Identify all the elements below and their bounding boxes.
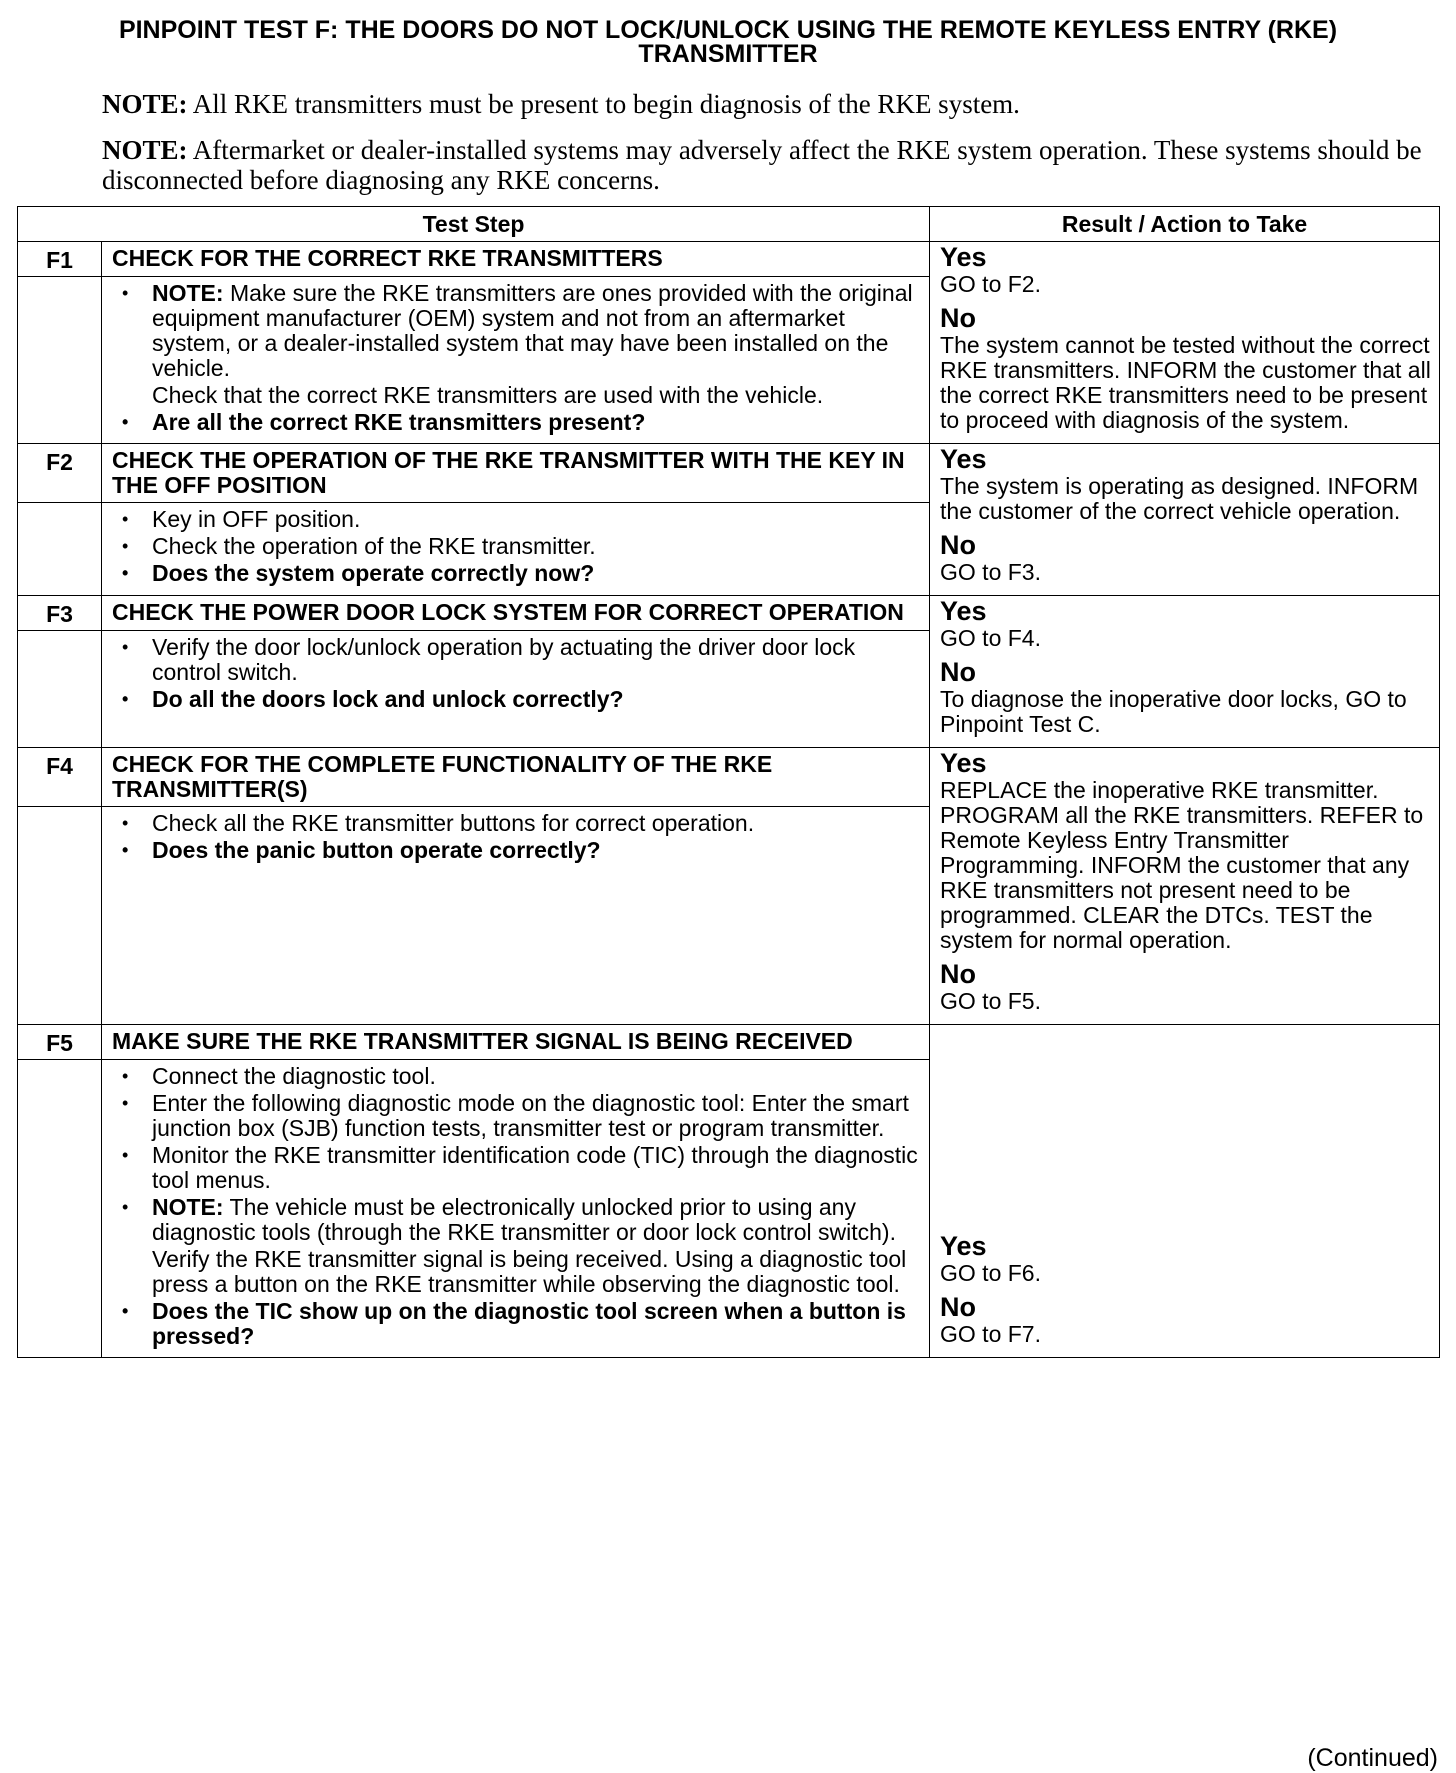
- result-no-label: No: [940, 1292, 977, 1322]
- result-no-label: No: [940, 303, 977, 333]
- instruction-item: [112, 1299, 919, 1349]
- result-no-label: No: [940, 959, 977, 989]
- instruction-item: [112, 687, 919, 712]
- instruction-item: [112, 1195, 919, 1245]
- step-instructions: [102, 277, 930, 444]
- result-yes-text: GO to F4.: [940, 625, 1041, 651]
- instruction-text: Verify the RKE transmitter signal is being received. Using a diagnostic tool press a button on the RKE transmitter while observing the diagnostic tool.: [152, 1246, 907, 1297]
- header-test-step: Test Step: [18, 207, 930, 242]
- step-result: [930, 748, 1440, 1025]
- instruction-list: [112, 635, 919, 712]
- step-id: F4: [18, 748, 102, 807]
- step-id: F3: [18, 596, 102, 631]
- instruction-item: [112, 1091, 919, 1141]
- instruction-text: Key in OFF position.: [152, 506, 361, 532]
- instruction-item: [112, 383, 919, 408]
- note-label: NOTE:: [102, 89, 188, 119]
- result-no-text: GO to F5.: [940, 988, 1041, 1014]
- page-title: [0, 18, 1456, 66]
- instruction-item: [112, 561, 919, 586]
- step-heading: MAKE SURE THE RKE TRANSMITTER SIGNAL IS BEING RECEIVED: [102, 1025, 930, 1060]
- step-heading-row: [18, 444, 1440, 503]
- result-yes-label: Yes: [940, 748, 987, 778]
- instruction-text: Verify the door lock/unlock operation by actuating the driver door lock control switch.: [152, 634, 856, 685]
- step-instructions: [102, 807, 930, 1025]
- step-id-spacer: [18, 1060, 102, 1358]
- continued-label: (Continued): [1307, 1744, 1438, 1772]
- step-id-spacer: [18, 277, 102, 444]
- result-no-label: No: [940, 657, 977, 687]
- note-text: Aftermarket or dealer-installed systems may adversely affect the RKE system operation. These systems should be disconnected before diagnosing any RKE concerns.: [102, 135, 1422, 195]
- step-instructions: [102, 631, 930, 748]
- note-rke-present: [102, 89, 1422, 119]
- instruction-item: [112, 1143, 919, 1193]
- note-text: All RKE transmitters must be present to begin diagnosis of the RKE system.: [192, 89, 1020, 119]
- note-label: NOTE:: [102, 135, 188, 165]
- result-no-label: No: [940, 530, 977, 560]
- instruction-text: Check that the correct RKE transmitters are used with the vehicle.: [152, 382, 824, 408]
- instruction-list: [112, 811, 919, 863]
- instruction-item: [112, 410, 919, 435]
- step-heading: CHECK FOR THE CORRECT RKE TRANSMITTERS: [102, 242, 930, 277]
- step-heading: CHECK THE OPERATION OF THE RKE TRANSMITTER WITH THE KEY IN THE OFF POSITION: [102, 444, 930, 503]
- instruction-text: Check the operation of the RKE transmitter.: [152, 533, 596, 559]
- step-instructions: [102, 1060, 930, 1358]
- instruction-text: Does the TIC show up on the diagnostic tool screen when a button is pressed?: [152, 1298, 906, 1349]
- pinpoint-test-table: [17, 206, 1440, 1358]
- instruction-list: [112, 507, 919, 586]
- instruction-text: The vehicle must be electronically unlocked prior to using any diagnostic tools (through the RKE transmitter or door lock control switch).: [152, 1194, 896, 1245]
- step-result: [930, 444, 1440, 596]
- instruction-item: [112, 635, 919, 685]
- instruction-text: Check all the RKE transmitter buttons for correct operation.: [152, 810, 755, 836]
- step-id-spacer: [18, 631, 102, 748]
- step-result: [930, 596, 1440, 748]
- instruction-text: Make sure the RKE transmitters are ones provided with the original equipment manufacturer (OEM) system and not from an aftermarket system, or a dealer-installed system that may have been installed on the vehicle.: [152, 280, 913, 381]
- result-no-text: GO to F3.: [940, 559, 1041, 585]
- result-yes-label: Yes: [940, 242, 987, 272]
- result-yes-text: GO to F2.: [940, 271, 1041, 297]
- instruction-item: [112, 838, 919, 863]
- result-yes-text: REPLACE the inoperative RKE transmitter. PROGRAM all the RKE transmitters. REFER to Remote Keyless Entry Transmitter Programming. INFORM the customer that any RKE transmitters not present need to be programmed. CLEAR the DTCs. TEST the system for normal operation.: [940, 777, 1424, 953]
- step-result: [930, 1025, 1440, 1358]
- step-id: F1: [18, 242, 102, 277]
- step-heading-row: [18, 1025, 1440, 1060]
- result-yes-label: Yes: [940, 596, 987, 626]
- step-heading-row: [18, 242, 1440, 277]
- instruction-item: [112, 1064, 919, 1089]
- steps-body: [18, 242, 1440, 1358]
- result-no-text: GO to F7.: [940, 1321, 1041, 1347]
- step-heading: CHECK THE POWER DOOR LOCK SYSTEM FOR CORRECT OPERATION: [102, 596, 930, 631]
- result-yes-label: Yes: [940, 444, 987, 474]
- note-aftermarket: [102, 135, 1422, 195]
- table-header-row: [18, 207, 1440, 242]
- instruction-list: [112, 1064, 919, 1349]
- instruction-text: Enter the following diagnostic mode on the diagnostic tool: Enter the smart junction box (SJB) function tests, transmitter test or program transmitter.: [152, 1090, 909, 1141]
- instruction-item: [112, 534, 919, 559]
- result-yes-label: Yes: [940, 1231, 987, 1261]
- step-id: F2: [18, 444, 102, 503]
- step-id-spacer: [18, 503, 102, 596]
- result-yes-text: GO to F6.: [940, 1260, 1041, 1286]
- step-heading-row: [18, 748, 1440, 807]
- instruction-item: [112, 281, 919, 381]
- instruction-text: Monitor the RKE transmitter identification code (TIC) through the diagnostic tool menus.: [152, 1142, 918, 1193]
- step-heading-row: [18, 596, 1440, 631]
- instruction-text: Are all the correct RKE transmitters present?: [152, 409, 646, 435]
- step-id: F5: [18, 1025, 102, 1060]
- instruction-item: [112, 1247, 919, 1297]
- step-id-spacer: [18, 807, 102, 1025]
- result-no-text: The system cannot be tested without the correct RKE transmitters. INFORM the customer that all the correct RKE transmitters need to be present to proceed with diagnosis of the system.: [940, 332, 1431, 433]
- result-yes-text: The system is operating as designed. INFORM the customer of the correct vehicle operation.: [940, 473, 1419, 524]
- title-line-2: TRANSMITTER: [638, 40, 818, 68]
- instruction-text: Does the panic button operate correctly?: [152, 837, 601, 863]
- instruction-note-label: NOTE:: [152, 1194, 224, 1220]
- step-result: [930, 242, 1440, 444]
- instruction-item: [112, 507, 919, 532]
- step-instructions: [102, 503, 930, 596]
- instruction-text: Does the system operate correctly now?: [152, 560, 595, 586]
- header-result-action: Result / Action to Take: [930, 207, 1440, 242]
- title-line-1: PINPOINT TEST F: THE DOORS DO NOT LOCK/UNLOCK USING THE REMOTE KEYLESS ENTRY (RKE): [118, 16, 1338, 44]
- instruction-text: Connect the diagnostic tool.: [152, 1063, 436, 1089]
- step-heading: CHECK FOR THE COMPLETE FUNCTIONALITY OF THE RKE TRANSMITTER(S): [102, 748, 930, 807]
- instruction-list: [112, 281, 919, 435]
- instruction-item: [112, 811, 919, 836]
- result-no-text: To diagnose the inoperative door locks, GO to Pinpoint Test C.: [940, 686, 1407, 737]
- instruction-note-label: NOTE:: [152, 280, 224, 306]
- instruction-text: Do all the doors lock and unlock correctly?: [152, 686, 624, 712]
